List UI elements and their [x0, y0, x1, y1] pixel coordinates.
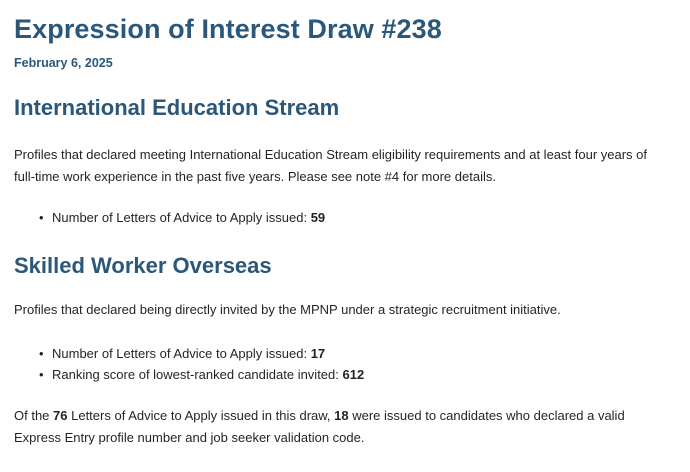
section-heading-international-education: International Education Stream — [14, 95, 340, 120]
summary-text-1: Of the — [14, 408, 54, 423]
bullet-icon: • — [39, 367, 44, 382]
stat-value: 59 — [310, 210, 326, 225]
bullet-icon: • — [39, 210, 44, 225]
stats-list-international-education — [14, 207, 325, 228]
summary-total: 76 — [53, 408, 68, 423]
summary-text-2: Letters of Advice to Apply issued in this draw, — [67, 408, 335, 423]
stat-item-letters-issued — [14, 207, 325, 228]
stat-label: Ranking score of lowest-ranked candidate invited: — [52, 367, 343, 382]
stat-item-ranking-score — [14, 364, 364, 385]
page-title: Expression of Interest Draw #238 — [14, 14, 442, 44]
summary-count: 18 — [334, 408, 349, 423]
stat-value: 612 — [342, 367, 365, 382]
summary-text-3: were issued to candidates who declared a valid Express Entry profile number and job seeker validation code. — [14, 408, 625, 445]
section-description-skilled-worker-overseas: Profiles that declared being directly invited by the MPNP under a strategic recruitment initiative. — [14, 302, 561, 317]
section-description-international-education: Profiles that declared meeting International Education Stream eligibility requirements and at least four years of full-time work experience in the past five years. Please see note #4 for more details. — [14, 147, 648, 184]
stats-list-skilled-worker-overseas — [14, 343, 364, 385]
draw-date: February 6, 2025 — [14, 56, 113, 70]
stat-label: Number of Letters of Advice to Apply issued: — [52, 346, 311, 361]
draw-summary — [14, 405, 654, 449]
stat-item-letters-issued — [14, 343, 364, 364]
stat-value: 17 — [310, 346, 326, 361]
bullet-icon: • — [39, 346, 44, 361]
stat-label: Number of Letters of Advice to Apply issued: — [52, 210, 311, 225]
section-heading-skilled-worker-overseas: Skilled Worker Overseas — [14, 253, 272, 278]
